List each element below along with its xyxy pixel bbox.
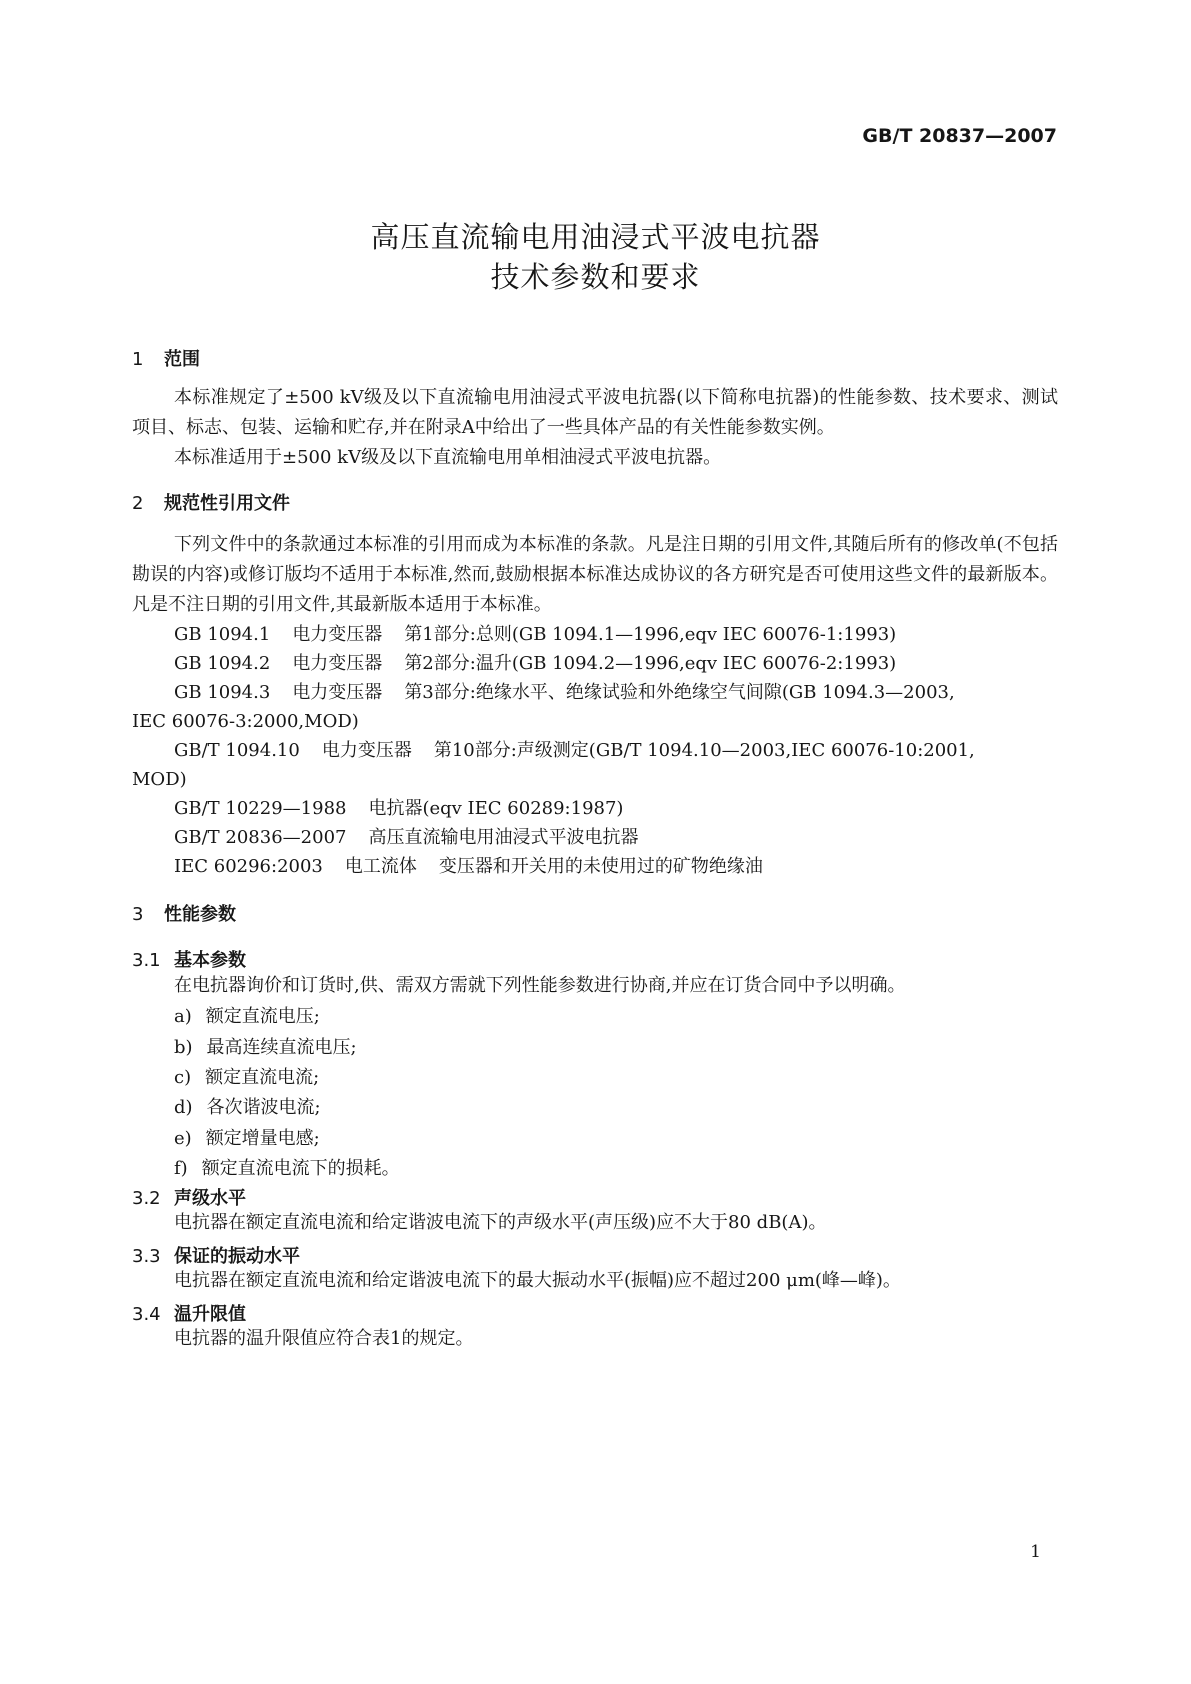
section-number: 3.1 [132, 950, 161, 971]
list-label: d) [174, 1097, 193, 1118]
title-line-2: 技术参数和要求 [490, 260, 701, 294]
section-1-paragraph-1: 本标准规定了±500 kV级及以下直流输电用油浸式平波电抗器(以下简称电抗器)的性能参数、技术要求、测试项目、标志、包装、运输和贮存,并在附录A中给出了一些具体产品的有关性能参数实例。 [132, 387, 1058, 438]
reference-3-continuation: IEC 60076-3:2000,MOD) [132, 711, 359, 732]
reference-5 [174, 794, 623, 824]
section-title: 规范性引用文件 [164, 493, 290, 514]
section-3-3-heading [132, 1242, 300, 1268]
page-number: 1 [1030, 1542, 1041, 1562]
section-number: 3 [132, 904, 144, 925]
ref-code: GB/T 1094.10 [174, 740, 300, 761]
ref-code: IEC 60296:2003 [174, 856, 323, 877]
ref-detail: 第2部分:温升(GB 1094.2—1996,eqv IEC 60076-2:1993) [404, 653, 897, 674]
reference-2 [174, 649, 896, 679]
section-2-heading [132, 489, 290, 515]
section-3-4-paragraph: 电抗器的温升限值应符合表1的规定。 [174, 1328, 474, 1349]
section-title: 保证的振动水平 [174, 1246, 300, 1267]
list-item [174, 1033, 357, 1063]
section-title: 范围 [164, 349, 200, 370]
reference-3 [174, 678, 955, 708]
section-3-2-heading [132, 1184, 246, 1210]
section-number: 3.3 [132, 1246, 161, 1267]
list-item [174, 1063, 319, 1093]
section-number: 3.4 [132, 1304, 161, 1325]
ref-detail: 变压器和开关用的未使用过的矿物绝缘油 [438, 856, 763, 877]
section-title: 性能参数 [164, 904, 236, 925]
section-3-2-paragraph: 电抗器在额定直流电流和给定谐波电流下的声级水平(声压级)应不大于80 dB(A)。 [174, 1212, 827, 1233]
list-item [174, 1002, 320, 1032]
section-title: 温升限值 [174, 1304, 246, 1325]
section-1-paragraph-2: 本标准适用于±500 kV级及以下直流输电用单相油浸式平波电抗器。 [174, 447, 722, 468]
ref-name: 电工流体 [344, 856, 417, 877]
ref-code: GB 1094.3 [174, 682, 271, 703]
ref-code: GB 1094.2 [174, 653, 271, 674]
list-label: a) [174, 1006, 192, 1027]
ref-code: GB/T 20836—2007 [174, 827, 347, 848]
list-text: 额定直流电压; [205, 1006, 320, 1027]
reference-4 [174, 736, 975, 766]
list-text: 额定直流电流下的损耗。 [201, 1158, 400, 1179]
ref-name: 电力变压器 [292, 682, 383, 703]
list-label: f) [174, 1158, 188, 1179]
ref-name: 电力变压器 [292, 624, 383, 645]
list-label: e) [174, 1128, 192, 1149]
ref-name: 电力变压器 [321, 740, 412, 761]
list-text: 各次谐波电流; [206, 1097, 321, 1118]
reference-6 [174, 823, 638, 853]
section-2-intro: 下列文件中的条款通过本标准的引用而成为本标准的条款。凡是注日期的引用文件,其随后所有的修改单(不包括勘误的内容)或修订版均不适用于本标准,然而,鼓励根据本标准达成协议的各方研究是否可使用这些文件的最新版本。凡是不注日期的引用文件,其最新版本适用于本标准。 [132, 534, 1058, 615]
ref-name: 高压直流输电用油浸式平波电抗器 [368, 827, 639, 848]
ref-detail: 第10部分:声级测定(GB/T 1094.10—2003,IEC 60076-10:2001, [433, 740, 975, 761]
ref-name: 电抗器(eqv IEC 60289:1987) [368, 798, 624, 819]
list-text: 额定直流电流; [205, 1067, 320, 1088]
list-item [174, 1154, 400, 1184]
ref-name: 电力变压器 [292, 653, 383, 674]
list-text: 最高连续直流电压; [206, 1037, 357, 1058]
list-item [174, 1093, 321, 1123]
reference-7 [174, 852, 763, 882]
section-3-1-paragraph: 在电抗器询价和订货时,供、需双方需就下列性能参数进行协商,并应在订货合同中予以明确。 [174, 975, 906, 996]
list-label: b) [174, 1037, 193, 1058]
section-3-heading [132, 900, 236, 926]
list-item [174, 1124, 320, 1154]
standard-code: GB/T 20837—2007 [862, 125, 1057, 147]
section-3-4-heading [132, 1300, 246, 1326]
section-3-3-paragraph: 电抗器在额定直流电流和给定谐波电流下的最大振动水平(振幅)应不超过200 μm(峰—峰)。 [174, 1270, 901, 1291]
section-1-heading [132, 345, 200, 371]
section-title: 基本参数 [174, 950, 246, 971]
reference-4-continuation: MOD) [132, 769, 187, 790]
section-title: 声级水平 [174, 1188, 246, 1209]
section-number: 1 [132, 349, 144, 370]
section-3-1-heading [132, 946, 246, 972]
list-text: 额定增量电感; [205, 1128, 320, 1149]
ref-code: GB 1094.1 [174, 624, 271, 645]
ref-detail: 第3部分:绝缘水平、绝缘试验和外绝缘空气间隙(GB 1094.3—2003, [404, 682, 955, 703]
section-number: 3.2 [132, 1188, 161, 1209]
title-line-1: 高压直流输电用油浸式平波电抗器 [370, 220, 821, 254]
list-label: c) [174, 1067, 192, 1088]
section-number: 2 [132, 493, 144, 514]
reference-1 [174, 620, 896, 650]
ref-detail: 第1部分:总则(GB 1094.1—1996,eqv IEC 60076-1:1993) [404, 624, 897, 645]
ref-code: GB/T 10229—1988 [174, 798, 347, 819]
